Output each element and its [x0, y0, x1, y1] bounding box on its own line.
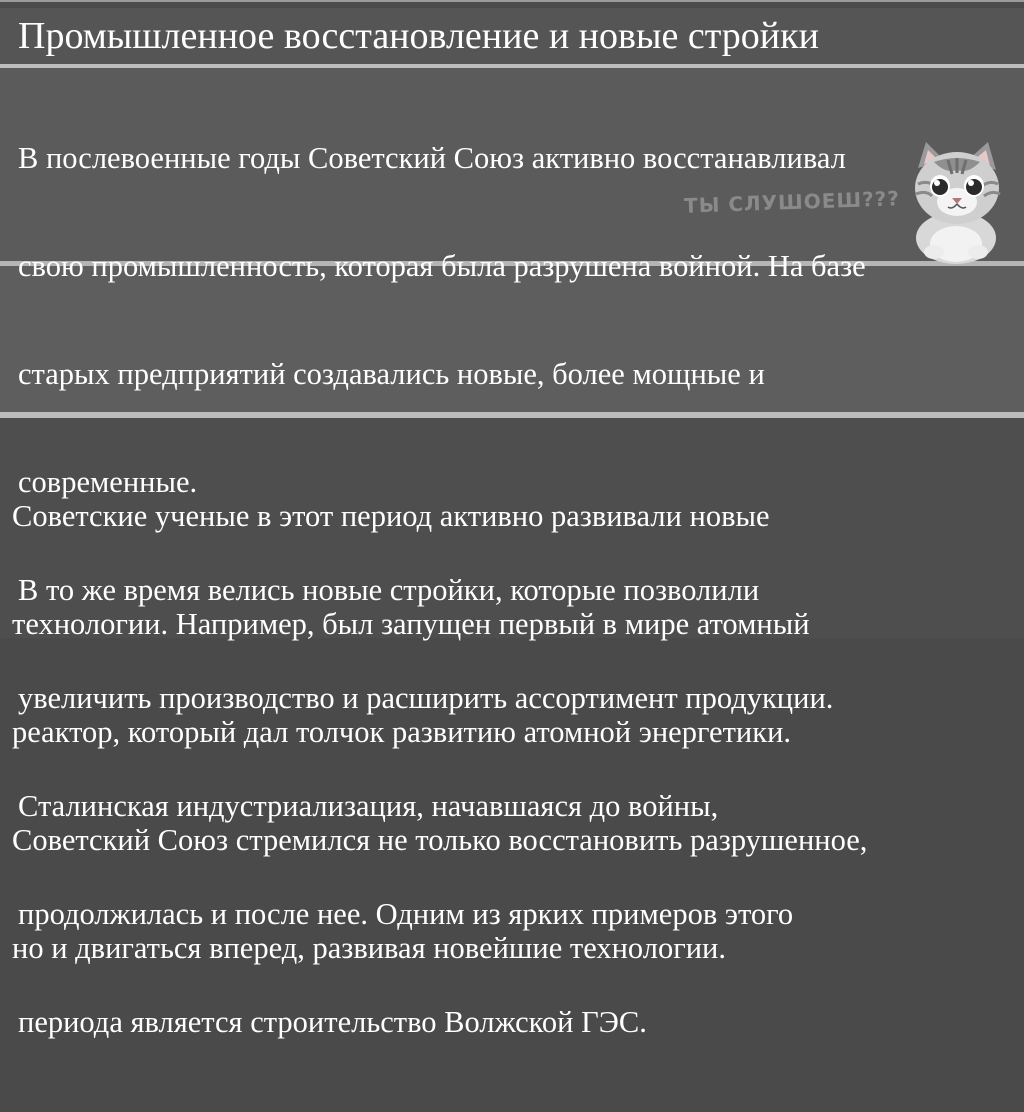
text-line: Сталинская индустриализация, начавшаяся до войны, [18, 789, 719, 823]
text-line: свою промышленность, которая была разрушена войной. На базе [18, 249, 866, 283]
text-line: но и двигаться вперед, развивая новейшие технологии. [12, 931, 726, 965]
text-line: продолжилась и после нее. Одним из ярких примеров этого [18, 897, 794, 931]
text-line: Советские ученые в этот период активно развивали новые [12, 499, 770, 533]
text-line: В то же время велись новые стройки, которые позволили [18, 573, 760, 607]
text-line: Советский Союз стремился не только восстановить разрушенное, [12, 823, 868, 857]
slide-title: Промышленное восстановление и новые стройки [18, 15, 819, 57]
text-line: В послевоенные годы Советский Союз активно восстанавливал [18, 141, 846, 175]
sticker-caption: ТЫ СЛУШОЕШ??? [683, 186, 901, 218]
text-line: периода является строительство Волжской ГЭС. [18, 1005, 647, 1039]
text-line: технологии. Например, был запущен первый в мире атомный [12, 607, 810, 641]
text-line: современные. [18, 465, 198, 499]
top-border [0, 0, 1024, 2]
text-line: реактор, который дал толчок развитию атомной энергетики. [12, 715, 792, 749]
kitten-sticker-icon [904, 140, 1012, 264]
paragraph-block-2 [12, 426, 867, 1038]
text-line: увеличить производство и расширить ассортимент продукции. [18, 681, 834, 715]
text-line: старых предприятий создавались новые, более мощные и [18, 357, 765, 391]
